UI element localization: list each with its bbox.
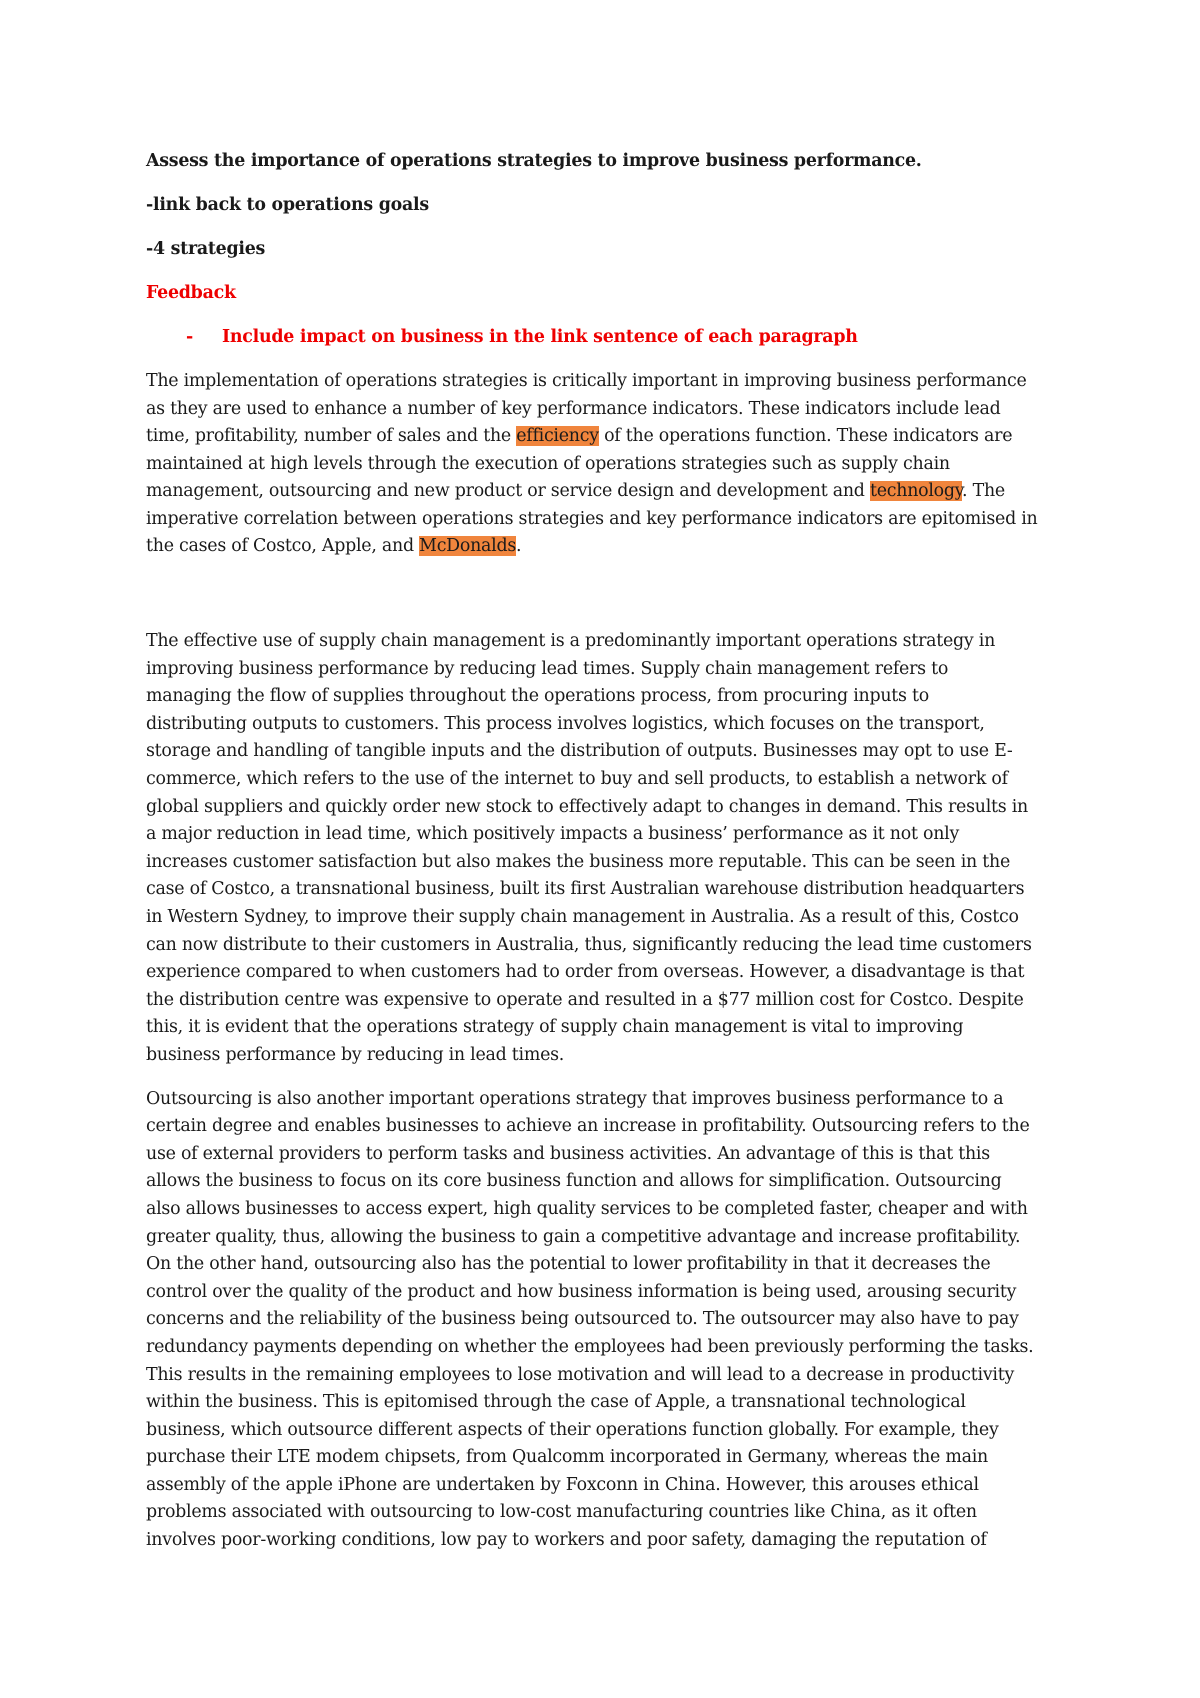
paragraph-line: business performance by reducing in lead times. [146, 1044, 565, 1065]
paragraph-line: certain degree and enables businesses to achieve an increase in profitability. Outsourcing refers to the [146, 1116, 1030, 1137]
intro-paragraph [146, 368, 1064, 561]
paragraph-line: a major reduction in lead time, which positively impacts a business’ performance as it not only [146, 824, 960, 845]
paragraph-line: the distribution centre was expensive to operate and resulted in a $77 million cost for Costco. Despite [146, 989, 1024, 1010]
paragraph-line: experience compared to when customers had to order from overseas. However, a disadvantage is that [146, 962, 1025, 983]
intro-line [146, 478, 1064, 506]
intro-line: The implementation of operations strategies is critically important in improving business performance [146, 370, 1027, 391]
paragraph-line: use of external providers to perform tasks and business activities. An advantage of this is that this [146, 1143, 990, 1164]
paragraph-line: managing the flow of supplies throughout the operations process, from procuring inputs to [146, 686, 929, 707]
intro-text: the cases of Costco, Apple, and [146, 536, 420, 557]
paragraph-line: problems associated with outsourcing to low-cost manufacturing countries like China, as it often [146, 1502, 977, 1523]
paragraph-line: purchase their LTE modem chipsets, from Qualcomm incorporated in Germany, whereas the main [146, 1447, 988, 1468]
highlight-efficiency: efficiency [516, 426, 599, 447]
feedback-title: Feedback [146, 282, 236, 303]
paragraph-line: global suppliers and quickly order new stock to effectively adapt to changes in demand. This results in [146, 796, 1028, 817]
note-strategies: -4 strategies [146, 238, 266, 259]
highlight-mcdonalds: McDonalds [419, 536, 517, 557]
intro-text: . The [962, 481, 1005, 502]
paragraph-line: control over the quality of the product and how business information is being used, arousing security [146, 1281, 1017, 1302]
note-operations-goals: -link back to operations goals [146, 194, 429, 215]
intro-text: time, profitability, number of sales and the [146, 426, 517, 447]
paragraph-line: allows the business to focus on its core business function and allows for simplification. Outsourcing [146, 1171, 1002, 1192]
feedback-item [186, 324, 1064, 352]
paragraph-line: commerce, which refers to the use of the internet to buy and sell products, to establish a network of [146, 769, 1008, 790]
paragraph-line: in Western Sydney, to improve their supply chain management in Australia. As a result of this, Costco [146, 907, 1019, 928]
paragraph-line: involves poor-working conditions, low pay to workers and poor safety, damaging the reputation of [146, 1530, 987, 1551]
paragraph-line: redundancy payments depending on whether the employees had been previously performing the tasks. [146, 1336, 1034, 1357]
feedback-item-text: Include impact on business in the link sentence of each paragraph [222, 326, 858, 347]
paragraph-line: assembly of the apple iPhone are undertaken by Foxconn in China. However, this arouses ethical [146, 1474, 979, 1495]
intro-text: management, outsourcing and new product or service design and development and [146, 481, 870, 502]
paragraph-line: within the business. This is epitomised through the case of Apple, a transnational technological [146, 1392, 966, 1413]
highlight-technology: technology [869, 481, 963, 502]
intro-line [146, 423, 1064, 451]
intro-text: of the operations function. These indicators are [598, 426, 1013, 447]
paragraph-line: this, it is evident that the operations strategy of supply chain management is vital to improving [146, 1017, 964, 1038]
feedback-bullet: - [186, 326, 193, 347]
paragraph-line: greater quality, thus, allowing the business to gain a competitive advantage and increase profitability. [146, 1226, 1021, 1247]
intro-text: . [516, 536, 522, 557]
document-page [146, 148, 1064, 1571]
paragraph-line: can now distribute to their customers in Australia, thus, significantly reducing the lead time customers [146, 934, 1032, 955]
paragraph-line: The effective use of supply chain management is a predominantly important operations strategy in [146, 631, 996, 652]
intro-line: as they are used to enhance a number of key performance indicators. These indicators include lead [146, 398, 1001, 419]
paragraph-line: improving business performance by reducing lead times. Supply chain management refers to [146, 658, 949, 679]
question-heading: Assess the importance of operations strategies to improve business performance. [146, 151, 922, 171]
paragraph-line: business, which outsource different aspects of their operations function globally. For example, they [146, 1419, 999, 1440]
paragraph-line: increases customer satisfaction but also makes the business more reputable. This can be seen in the [146, 851, 1010, 872]
paragraph-line: On the other hand, outsourcing also has the potential to lower profitability in that it decreases the [146, 1254, 991, 1275]
paragraph-line: case of Costco, a transnational business, built its first Australian warehouse distribution headquarters [146, 879, 1025, 900]
paragraph-line: Outsourcing is also another important operations strategy that improves business performance to a [146, 1088, 1004, 1109]
intro-line: imperative correlation between operations strategies and key performance indicators are epitomised in [146, 508, 1038, 529]
supply-chain-paragraph [146, 628, 1064, 1070]
paragraph-line: concerns and the reliability of the business being outsourced to. The outsourcer may also have to pay [146, 1309, 1019, 1330]
outsourcing-paragraph [146, 1086, 1064, 1555]
intro-line: maintained at high levels through the execution of operations strategies such as supply chain [146, 453, 950, 474]
paragraph-line: storage and handling of tangible inputs and the distribution of outputs. Businesses may opt to use E- [146, 741, 1013, 762]
paragraph-line: distributing outputs to customers. This process involves logistics, which focuses on the transport, [146, 713, 985, 734]
paragraph-line: also allows businesses to access expert, high quality services to be completed faster, cheaper and with [146, 1198, 1028, 1219]
intro-line [146, 533, 1064, 561]
paragraph-line: This results in the remaining employees to lose motivation and will lead to a decrease in productivity [146, 1364, 1015, 1385]
